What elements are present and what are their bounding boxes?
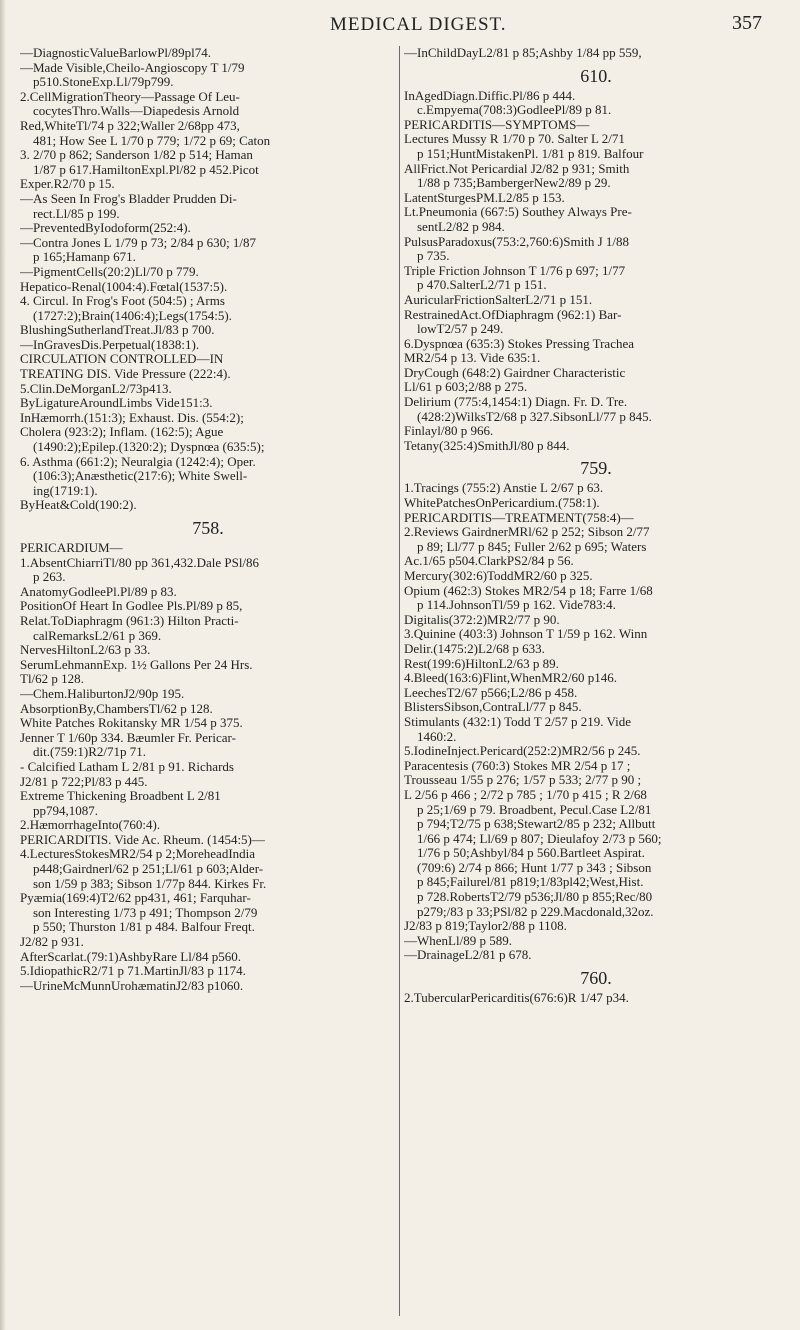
index-line: calRemarksL2/61 p 369. [33, 628, 162, 643]
index-line: 3. 2/70 p 862; Sanderson 1/82 p 514; Haman [20, 148, 253, 163]
index-line: PulsusParadoxus(753:2,760:6)Smith J 1/88 [404, 234, 629, 249]
index-line: —Contra Jones L 1/79 p 73; 2/84 p 630; 1/87 [20, 235, 257, 250]
index-line: cocytesThro.Walls—Diapedesis Arnold [33, 104, 240, 119]
index-line: J2/82 p 931. [20, 935, 84, 950]
index-line: 1/76 p 50;Ashbyl/84 p 560.Bartleet Aspirat. [417, 846, 645, 861]
index-line: pp794,1087. [33, 803, 98, 818]
index-line: 1.AbsentChiarriTl/80 pp 361,432.Dale PSl/86 [20, 555, 260, 570]
index-line: PERICARDIUM— [20, 541, 123, 555]
index-line: PERICARDITIS—SYMPTOMS— [404, 117, 590, 132]
index-line: dit.(759:1)R2/71p 71. [33, 745, 147, 760]
index-line: Ac.1/65 p504.ClarkPS2/84 p 56. [404, 554, 574, 569]
index-line: 2.TubercularPericarditis(676:6)R 1/47 p34. [404, 991, 629, 1006]
index-line: Triple Friction Johnson T 1/76 p 697; 1/77 [404, 263, 626, 278]
index-line: TREATING DIS. Vide Pressure (222:4). [20, 367, 231, 382]
index-line: RestrainedAct.OfDiaphragm (962:1) Bar- [404, 307, 622, 322]
section-number: 760. [580, 968, 612, 989]
index-line: —Made Visible,Cheilo-Angioscopy T 1/79 [20, 60, 245, 75]
index-line: (709:6) 2/74 p 866; Hunt 1/77 p 343 ; Sibson [417, 860, 652, 875]
page-edge-shadow [0, 0, 6, 1330]
index-line: 4. Circul. In Frog's Foot (504:5) ; Arms [20, 294, 225, 309]
index-line: rect.Ll/85 p 199. [33, 206, 120, 221]
index-line: c.Empyema(708:3)GodleePl/89 p 81. [417, 103, 612, 118]
index-line: PERICARDITIS. Vide Ac. Rheum. (1454:5)— [20, 832, 265, 847]
section-number: 759. [580, 458, 612, 479]
index-line: BlushingSutherlandTreat.Jl/83 p 700. [20, 323, 215, 338]
index-line: Red,WhiteTl/74 p 322;Waller 2/68pp 473, [20, 118, 240, 133]
index-line: DryCough (648:2) Gairdner Characteristic [404, 365, 626, 380]
index-line: p 470.SalterL2/71 p 151. [417, 278, 547, 293]
index-line: —UrineMcMunnUrohæmatinJ2/83 p1060. [20, 978, 244, 993]
index-line: lowT2/57 p 249. [417, 322, 504, 337]
index-line: 3.Quinine (403:3) Johnson T 1/59 p 162. Winn [404, 627, 648, 642]
section-number: 758. [192, 518, 224, 538]
header-title: MEDICAL DIGEST. [330, 14, 507, 35]
index-line: sentL2/82 p 984. [417, 219, 505, 234]
index-line: CIRCULATION CONTROLLED—IN [20, 352, 224, 367]
index-line: (428:2)WilksT2/68 p 327.SibsonLl/77 p 845. [417, 409, 652, 424]
index-line: p279;/83 p 33;PSl/82 p 229.Macdonald,32oz. [417, 904, 654, 919]
index-line: p 89; Ll/77 p 845; Fuller 2/62 p 695; Waters [417, 539, 647, 554]
index-line: J2/83 p 819;Taylor2/88 p 1108. [404, 919, 567, 934]
index-line: (1727:2);Brain(1406:4);Legs(1754:5). [33, 308, 232, 323]
index-line: Relat.ToDiaphragm (961:3) Hilton Practi- [20, 613, 239, 628]
index-line: —InChildDayL2/81 p 85;Ashby 1/84 pp 559, [404, 46, 642, 60]
index-line: 481; How See L 1/70 p 779; 1/72 p 69; Caton [33, 133, 271, 148]
index-line: 4.LecturesStokesMR2/54 p 2;MoreheadIndia [20, 847, 256, 862]
index-line: LeechesT2/67 p566;L2/86 p 458. [404, 685, 578, 700]
index-line: Rest(199:6)HiltonL2/63 p 89. [404, 656, 559, 671]
index-line: p510.StoneExp.Ll/79p799. [33, 75, 174, 90]
left-column [20, 46, 396, 993]
index-line: —PigmentCells(20:2)Ll/70 p 779. [20, 264, 199, 279]
index-line: 6.Dyspnœa (635:3) Stokes Pressing Trachea [404, 336, 635, 351]
index-line: Jenner T 1/60p 334. Bæumler Fr. Pericar- [20, 730, 236, 745]
index-line: 1/88 p 735;BambergerNew2/89 p 29. [417, 176, 611, 191]
index-line: —As Seen In Frog's Bladder Prudden Di- [20, 191, 237, 206]
index-line: PositionOf Heart In Godlee Pls.Pl/89 p 85, [20, 599, 243, 614]
index-line: p 165;Hamanp 671. [33, 250, 136, 265]
index-line: Mercury(302:6)ToddMR2/60 p 325. [404, 569, 593, 583]
index-line: Ll/61 p 603;2/88 p 275. [404, 380, 528, 395]
index-line: AllFrict.Not Pericardial J2/82 p 931; Smith [404, 161, 630, 176]
index-line: p448;Gairdnerl/62 p 251;Ll/61 p 603;Alder- [33, 862, 264, 877]
index-line: PERICARDITIS—TREATMENT(758:4)— [404, 510, 634, 525]
index-line: 5.IdiopathicR2/71 p 71.MartinJl/83 p 1174. [20, 964, 246, 979]
index-line: AfterScarlat.(79:1)AshbyRare Ll/84 p560. [20, 949, 241, 964]
index-line: p 845;Failurel/81 p819;1/83pl42;West,Hist. [417, 875, 644, 890]
index-line: 1.Tracings (755:2) Anstie L 2/67 p 63. [404, 481, 604, 496]
index-line: Opium (462:3) Stokes MR2/54 p 18; Farre 1/68 [404, 583, 653, 598]
index-line: Tl/62 p 128. [20, 672, 84, 687]
index-line: son Interesting 1/73 p 491; Thompson 2/79 [33, 905, 258, 920]
section-number: 610. [580, 65, 612, 86]
index-line: Lectures Mussy R 1/70 p 70. Salter L 2/71 [404, 132, 625, 147]
index-line: BlistersSibson,ContraLl/77 p 845. [404, 700, 582, 715]
index-line: 5.Clin.DeMorganL2/73p413. [20, 381, 172, 396]
index-line: p 25;1/69 p 79. Broadbent, Pecul.Case L2/81 [417, 802, 652, 817]
index-line: 1/66 p 474; Ll/69 p 807; Dieulafoy 2/73 p 560; [417, 831, 662, 846]
index-line: Pyæmia(169:4)T2/62 pp431, 461; Farquhar- [20, 891, 251, 906]
index-line: Delirium (775:4,1454:1) Diagn. Fr. D. Tre. [404, 395, 628, 410]
index-line: 5.IodineInject.Pericard(252:2)MR2/56 p 245. [404, 744, 641, 759]
index-line: Paracentesis (760:3) Stokes MR 2/54 p 17 ; [404, 758, 631, 773]
index-line: 1460:2. [417, 729, 457, 744]
index-line: 1/87 p 617.HamiltonExpl.Pl/82 p 452.Picot [33, 162, 259, 177]
index-line: Trousseau 1/55 p 276; 1/57 p 533; 2/77 p 90 ; [404, 773, 642, 788]
index-line: Exper.R2/70 p 15. [20, 177, 115, 192]
index-line: Extreme Thickening Broadbent L 2/81 [20, 789, 221, 804]
index-line: Cholera (923:2); Inflam. (162:5); Ague [20, 425, 224, 440]
index-line: J2/81 p 722;Pl/83 p 445. [20, 774, 148, 789]
index-line: AnatomyGodleePl.Pl/89 p 83. [20, 584, 177, 599]
index-line: LatentSturgesPM.L2/85 p 153. [404, 190, 565, 205]
index-line: p 735. [417, 249, 450, 264]
index-line: ing(1719:1). [33, 483, 98, 498]
index-line: —WhenLl/89 p 589. [404, 933, 512, 948]
index-line: NervesHiltonL2/63 p 33. [20, 643, 151, 658]
index-line: —PreventedByIodoform(252:4). [20, 221, 191, 236]
index-line: 2.HæmorrhageInto(760:4). [20, 818, 161, 833]
index-line: p 728.RobertsT2/79 p536;Jl/80 p 855;Rec/80 [417, 890, 653, 905]
index-line: Digitalis(372:2)MR2/77 p 90. [404, 612, 560, 627]
index-line: —Chem.HaliburtonJ2/90p 195. [20, 686, 185, 701]
index-line: p 151;HuntMistakenPl. 1/81 p 819. Balfour [417, 146, 644, 161]
index-line: WhitePatchesOnPericardium.(758:1). [404, 496, 600, 511]
index-line: Stimulants (432:1) Todd T 2/57 p 219. Vide [404, 714, 632, 729]
index-line: —DrainageL2/81 p 678. [404, 948, 532, 963]
index-line: L 2/56 p 466 ; 2/72 p 785 ; 1/70 p 415 ; R 2/68 [404, 787, 647, 802]
index-line: InHæmorrh.(151:3); Exhaust. Dis. (554:2); [20, 410, 244, 425]
index-line: —InGravesDis.Perpetual(1838:1). [20, 337, 200, 352]
index-line: p 263. [33, 570, 66, 585]
index-line: Finlayl/80 p 966. [404, 424, 494, 439]
index-line: —DiagnosticValueBarlowPl/89pl74. [20, 46, 212, 60]
index-line: Delir.(1475:2)L2/68 p 633. [404, 641, 545, 656]
index-line: ByLigatureAroundLimbs Vide151:3. [20, 396, 213, 411]
index-line: 6. Asthma (661:2); Neuralgia (1242:4); Oper. [20, 454, 256, 469]
index-line: White Patches Rokitansky MR 1/54 p 375. [20, 716, 243, 731]
index-line: - Calcified Latham L 2/81 p 91. Richards [20, 759, 234, 774]
index-line: 2.CellMigrationTheory—Passage Of Leu- [20, 89, 240, 104]
index-line: Lt.Pneumonia (667:5) Southey Always Pre- [404, 205, 632, 220]
index-line: SerumLehmannExp. 1½ Gallons Per 24 Hrs. [20, 657, 253, 672]
page-number: 357 [732, 12, 762, 34]
right-column [404, 46, 788, 1006]
index-line: ByHeat&Cold(190:2). [20, 498, 137, 513]
index-line: (106:3);Anæsthetic(217:6); White Swell- [33, 469, 248, 484]
index-line: AuricularFrictionSalterL2/71 p 151. [404, 292, 593, 307]
index-line: son 1/59 p 383; Sibson 1/77p 844. Kirkes Fr. [33, 876, 267, 891]
column-rule [399, 46, 400, 1316]
running-header [0, 6, 800, 40]
index-line: MR2/54 p 13. Vide 635:1. [404, 351, 541, 366]
index-line: AbsorptionBy,ChambersTl/62 p 128. [20, 701, 213, 716]
index-line: p 550; Thurston 1/81 p 484. Balfour Freqt. [33, 920, 255, 935]
index-line: InAgedDiagn.Diffic.Pl/86 p 444. [404, 88, 576, 103]
index-line: 4.Bleed(163:6)Flint,WhenMR2/60 p146. [404, 671, 618, 686]
index-line: Tetany(325:4)SmithJl/80 p 844. [404, 438, 570, 453]
index-line: Hepatico-Renal(1004:4).Fœtal(1537:5). [20, 279, 228, 294]
index-line: 2.Reviews GairdnerMRl/62 p 252; Sibson 2/77 [404, 525, 650, 540]
index-line: p 114.JohnsonTl/59 p 162. Vide783:4. [417, 598, 616, 613]
index-line: p 794;T2/75 p 638;Stewart2/85 p 232; Allbutt [417, 817, 656, 832]
index-line: (1490:2);Epilep.(1320:2); Dyspnœa (635:5); [33, 440, 265, 455]
